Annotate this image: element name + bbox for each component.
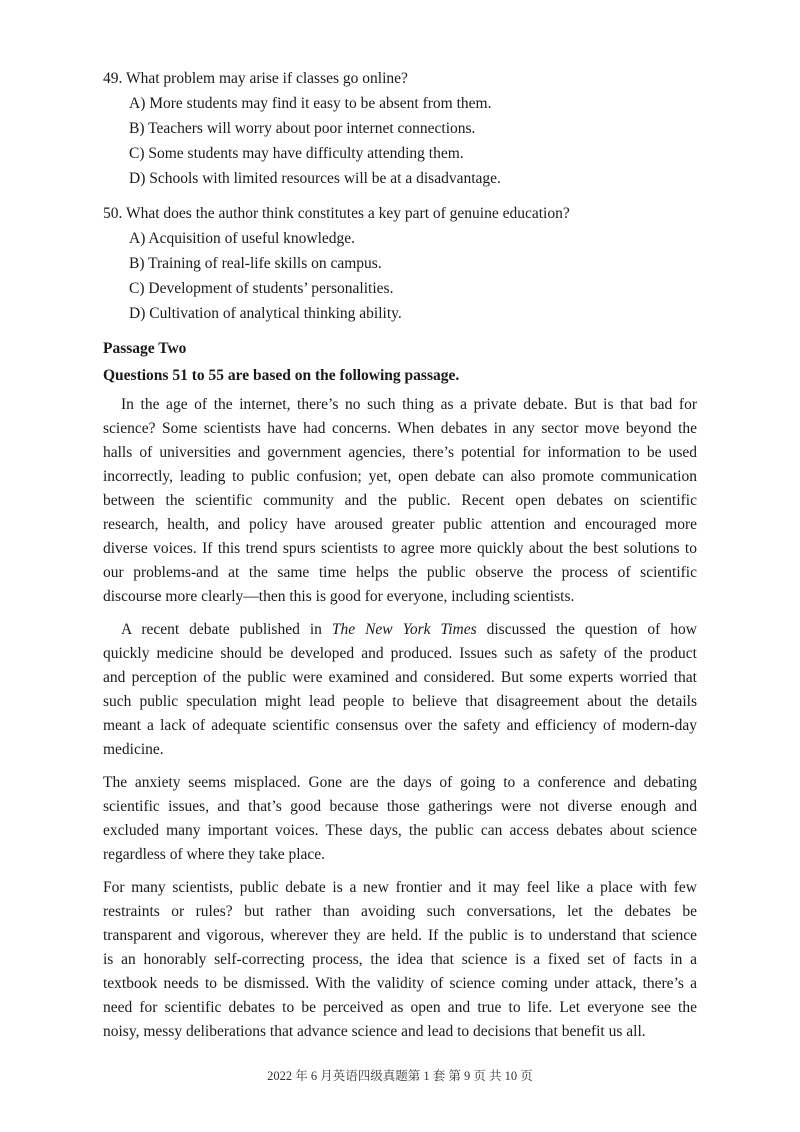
- page-footer: 2022 年 6 月英语四级真题第 1 套 第 9 页 共 10 页: [267, 1069, 533, 1083]
- paragraph-line: The anxiety seems misplaced. Gone are the days of going to a conference and debating: [103, 774, 697, 791]
- option-c: C) Development of students’ personalities.: [129, 280, 394, 297]
- question-stem: 49. What problem may arise if classes go online?: [103, 70, 408, 87]
- paragraph-line: need for scientific debates to be perceived as open and true to life. Let everyone see the: [103, 999, 697, 1016]
- paragraph-line: scientific issues, and that’s good because those gatherings were not diverse enough and: [103, 798, 697, 815]
- paragraph-line: restraints or rules? but rather than avoiding such conversations, let the debates be: [103, 903, 697, 920]
- option-a: A) Acquisition of useful knowledge.: [129, 230, 356, 247]
- paragraph-line: medicine.: [103, 741, 164, 758]
- paragraph-2: [103, 618, 697, 762]
- option-a: A) More students may find it easy to be absent from them.: [129, 95, 492, 112]
- paragraph-line: textbook needs to be dismissed. With the validity of science coming under attack, there’s a: [103, 975, 697, 992]
- paragraph-line: is an honorably self-correcting process, the idea that science is a fixed set of facts in a: [103, 951, 697, 968]
- paragraph-line: our problems-and at the same time helps the public observe the process of scientific: [103, 564, 697, 581]
- paragraph-line: regardless of where they take place.: [103, 846, 326, 863]
- paragraph-line: research, health, and policy have aroused greater public attention and encouraged more: [103, 516, 697, 533]
- paragraph-line: such public speculation might lead people to believe that disagreement about the details: [103, 693, 697, 710]
- paragraph-line: between the scientific community and the public. Recent open debates on scientific: [103, 492, 697, 509]
- paragraph-line: halls of universities and government agencies, there’s potential for information to be used: [103, 444, 697, 461]
- text-segment: A recent debate published in: [121, 621, 332, 638]
- passage-instruction: Questions 51 to 55 are based on the following passage.: [103, 367, 460, 384]
- paragraph-line: meant a lack of adequate scientific consensus over the safety and efficiency of modern-day: [103, 717, 697, 734]
- paragraph-line: In the age of the internet, there’s no such thing as a private debate. But is that bad for: [121, 396, 697, 413]
- paragraph-line: and perception of the public were examined and considered. But some experts worried that: [103, 669, 697, 686]
- paragraph-line: incorrectly, leading to public confusion; yet, open debate can also promote communication: [103, 468, 697, 485]
- publication-title: The New York Times: [331, 621, 477, 638]
- paragraph-line: quickly medicine should be developed and produced. Issues such as safety of the product: [103, 645, 697, 662]
- paragraph-line: [103, 618, 697, 642]
- option-b: B) Training of real-life skills on campus.: [129, 255, 382, 272]
- paragraph-line: discourse more clearly—then this is good for everyone, including scientists.: [103, 588, 575, 605]
- paragraph-line: science? Some scientists have had concerns. When debates in any sector move beyond the: [103, 420, 697, 437]
- paragraph-4: [103, 876, 697, 1044]
- paragraph-line: excluded many important voices. These days, the public can access debates about science: [103, 822, 697, 839]
- paragraph-3: [103, 771, 697, 867]
- option-c: C) Some students may have difficulty attending them.: [129, 145, 464, 162]
- paragraph-line: noisy, messy deliberations that advance science and lead to decisions that benefit us all.: [103, 1023, 646, 1040]
- paragraph-line: diverse voices. If this trend spurs scientists to agree more quickly about the best solutions to: [103, 540, 697, 557]
- paragraph-1: [103, 393, 697, 609]
- option-d: D) Schools with limited resources will be at a disadvantage.: [129, 170, 501, 187]
- paragraph-line: transparent and vigorous, wherever they are held. If the public is to understand that science: [103, 927, 697, 944]
- text-segment: discussed the question of how: [476, 621, 697, 638]
- question-stem: 50. What does the author think constitutes a key part of genuine education?: [103, 205, 570, 222]
- option-d: D) Cultivation of analytical thinking ability.: [129, 305, 402, 322]
- paragraph-line: For many scientists, public debate is a new frontier and it may feel like a place with few: [103, 879, 697, 896]
- passage-title: Passage Two: [103, 340, 187, 357]
- option-b: B) Teachers will worry about poor internet connections.: [129, 120, 476, 137]
